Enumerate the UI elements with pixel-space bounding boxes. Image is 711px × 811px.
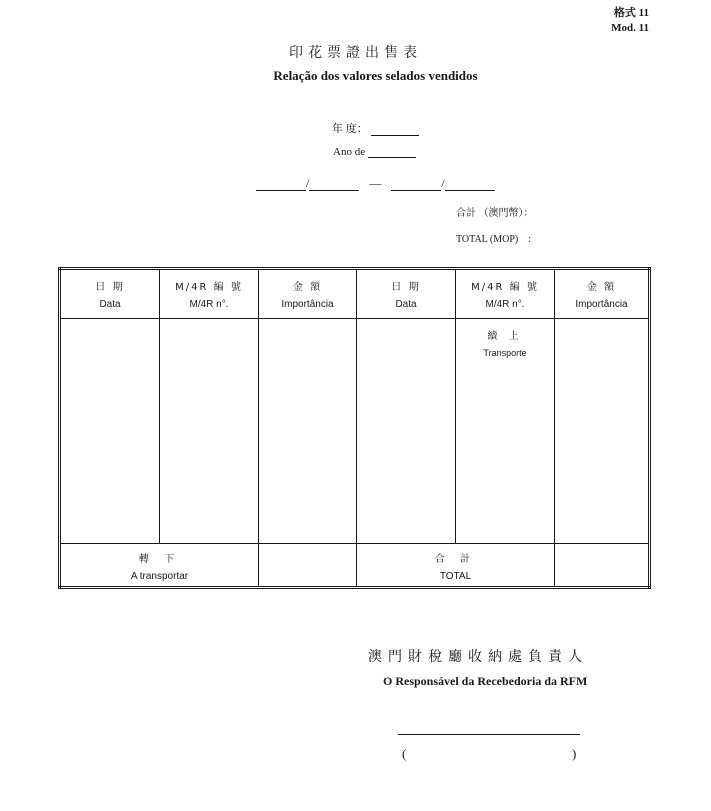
col-header-number-2: M/4R 編 號 M/4R n°. [456, 269, 555, 319]
cell-number-1[interactable] [160, 319, 259, 544]
start-day-field[interactable] [256, 178, 306, 191]
year-pt-field[interactable] [368, 146, 416, 158]
col-header-amount-2: 金 額 Importância [555, 269, 650, 319]
cell-date-1[interactable] [60, 319, 160, 544]
total-zh-label: 合計 （澳門幣）： [456, 208, 534, 219]
responsible-title-zh: 澳門財稅廳收納處負責人 [368, 649, 588, 665]
title-portuguese: Relação dos valores selados vendidos [273, 68, 478, 83]
col-header-date-2: 日 期 Data [357, 269, 456, 319]
year-zh-field[interactable] [371, 124, 419, 136]
year-zh-label: 年 度： [332, 123, 368, 135]
carried-in-label: 續 上 Transporte [483, 331, 527, 358]
end-day-field[interactable] [391, 178, 441, 191]
col-header-number-1: M/4R 編 號 M/4R n°. [160, 269, 259, 319]
cell-amount-1[interactable] [259, 319, 357, 544]
col-header-amount-1: 金 額 Importância [259, 269, 357, 319]
form-code-pt: Mod. 11 [611, 22, 649, 34]
signature-line[interactable] [398, 734, 580, 735]
start-month-field[interactable] [309, 178, 359, 191]
name-paren-close: ) [572, 746, 577, 761]
total-pt-label: TOTAL (MOP) : [456, 234, 532, 245]
footer-total-amount-cell[interactable] [555, 544, 650, 588]
responsible-title-pt: O Responsável da Recebedoria da RFM [383, 674, 588, 688]
end-month-field[interactable] [445, 178, 495, 191]
slash-2: / [441, 176, 445, 190]
form-code [611, 6, 649, 36]
carry-forward-amount-cell[interactable] [259, 544, 357, 588]
footer-total-label: 合 計 TOTAL [357, 544, 555, 588]
title-chinese: 印花票證出售表 [289, 45, 422, 61]
table-footer-row [60, 544, 650, 588]
carry-forward-label: 轉 下 A transportar [60, 544, 259, 588]
cell-amount-2[interactable] [555, 319, 650, 544]
col-header-date-1: 日 期 Data [60, 269, 160, 319]
sales-table [58, 267, 651, 589]
slash-1: / [306, 176, 310, 190]
cell-date-2[interactable] [357, 319, 456, 544]
name-paren-open: ( [402, 746, 407, 761]
table-header-row [60, 269, 650, 319]
year-pt-label: Ano de [333, 146, 366, 158]
table-body-row [60, 319, 650, 544]
period-row [256, 176, 495, 191]
year-pt-row [333, 146, 416, 158]
form-code-zh: 格式 11 [613, 7, 649, 19]
period-dash: — [369, 176, 382, 190]
year-zh-row [332, 120, 419, 136]
cell-number-2[interactable] [456, 319, 555, 544]
